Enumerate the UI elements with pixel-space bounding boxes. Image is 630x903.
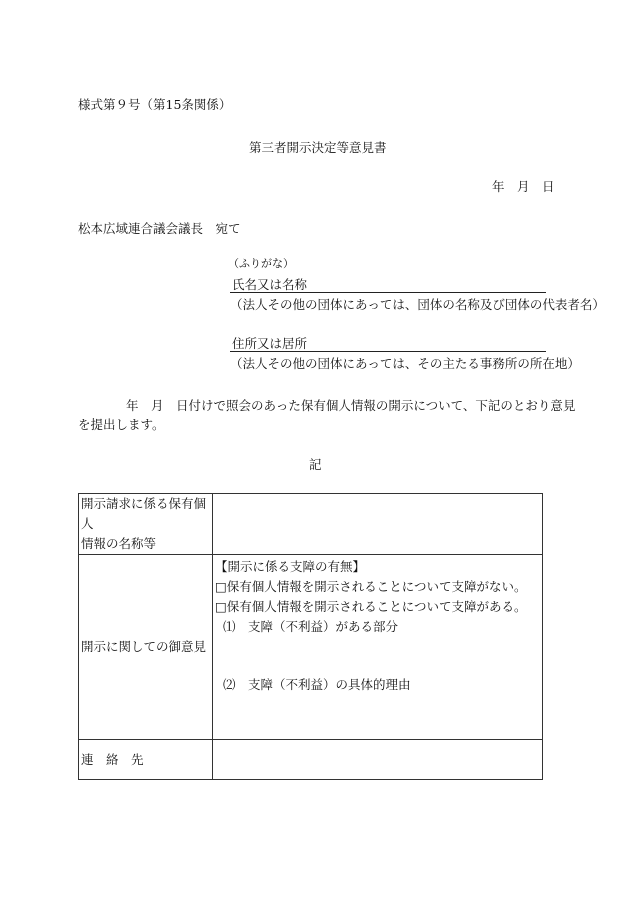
address-underline [230,351,546,352]
body-line-1: 年 月 日付けで照会のあった保有個人情報の開示について、下記のとおり意見 [126,398,576,413]
table-row [79,740,543,780]
name-underline [230,292,546,293]
opinion-form-table [78,493,543,780]
impediment-part-space [215,637,540,675]
furigana-label: （ふりがな） [228,257,294,270]
info-name-label-line-2: 情報の名称等 [81,536,157,551]
name-note: （法人その他の団体にあっては、団体の名称及び団体の代表者名） [230,297,605,312]
addressee: 松本広域連合議会議長 宛て [78,221,241,236]
table-row [79,494,543,555]
info-name-label-cell [79,494,213,555]
form-number: 様式第９号（第15条関係） [78,97,232,112]
info-name-value-cell[interactable] [213,494,543,555]
opinion-value-cell[interactable] [213,555,543,740]
ki-heading: 記 [309,457,322,472]
opinion-heading: 【開示に係る支障の有無】 [215,559,366,574]
info-name-label-line-1: 開示請求に係る保有個人 [81,496,207,531]
option-no-impediment[interactable]: □保有個人情報を開示されることについて支障がない。 [215,579,527,594]
address-label: 住所又は居所 [232,336,308,351]
date-line: 年 月 日 [492,179,555,194]
body-line-2: を提出します。 [78,417,165,432]
impediment-part-item: ⑴ 支障（不利益）がある部分 [223,619,399,634]
table-row [79,555,543,740]
name-label: 氏名又は名称 [232,277,308,292]
address-note: （法人その他の団体にあっては、その主たる事務所の所在地） [230,356,580,371]
impediment-reason-item: ⑵ 支障（不利益）の具体的理由 [223,677,411,692]
opinion-label: 開示に関しての御意見 [79,555,213,740]
contact-label: 連 絡 先 [79,740,213,780]
contact-value-cell[interactable] [213,740,543,780]
option-impediment[interactable]: □保有個人情報を開示されることについて支障がある。 [215,599,527,614]
document-title: 第三者開示決定等意見書 [249,140,387,155]
